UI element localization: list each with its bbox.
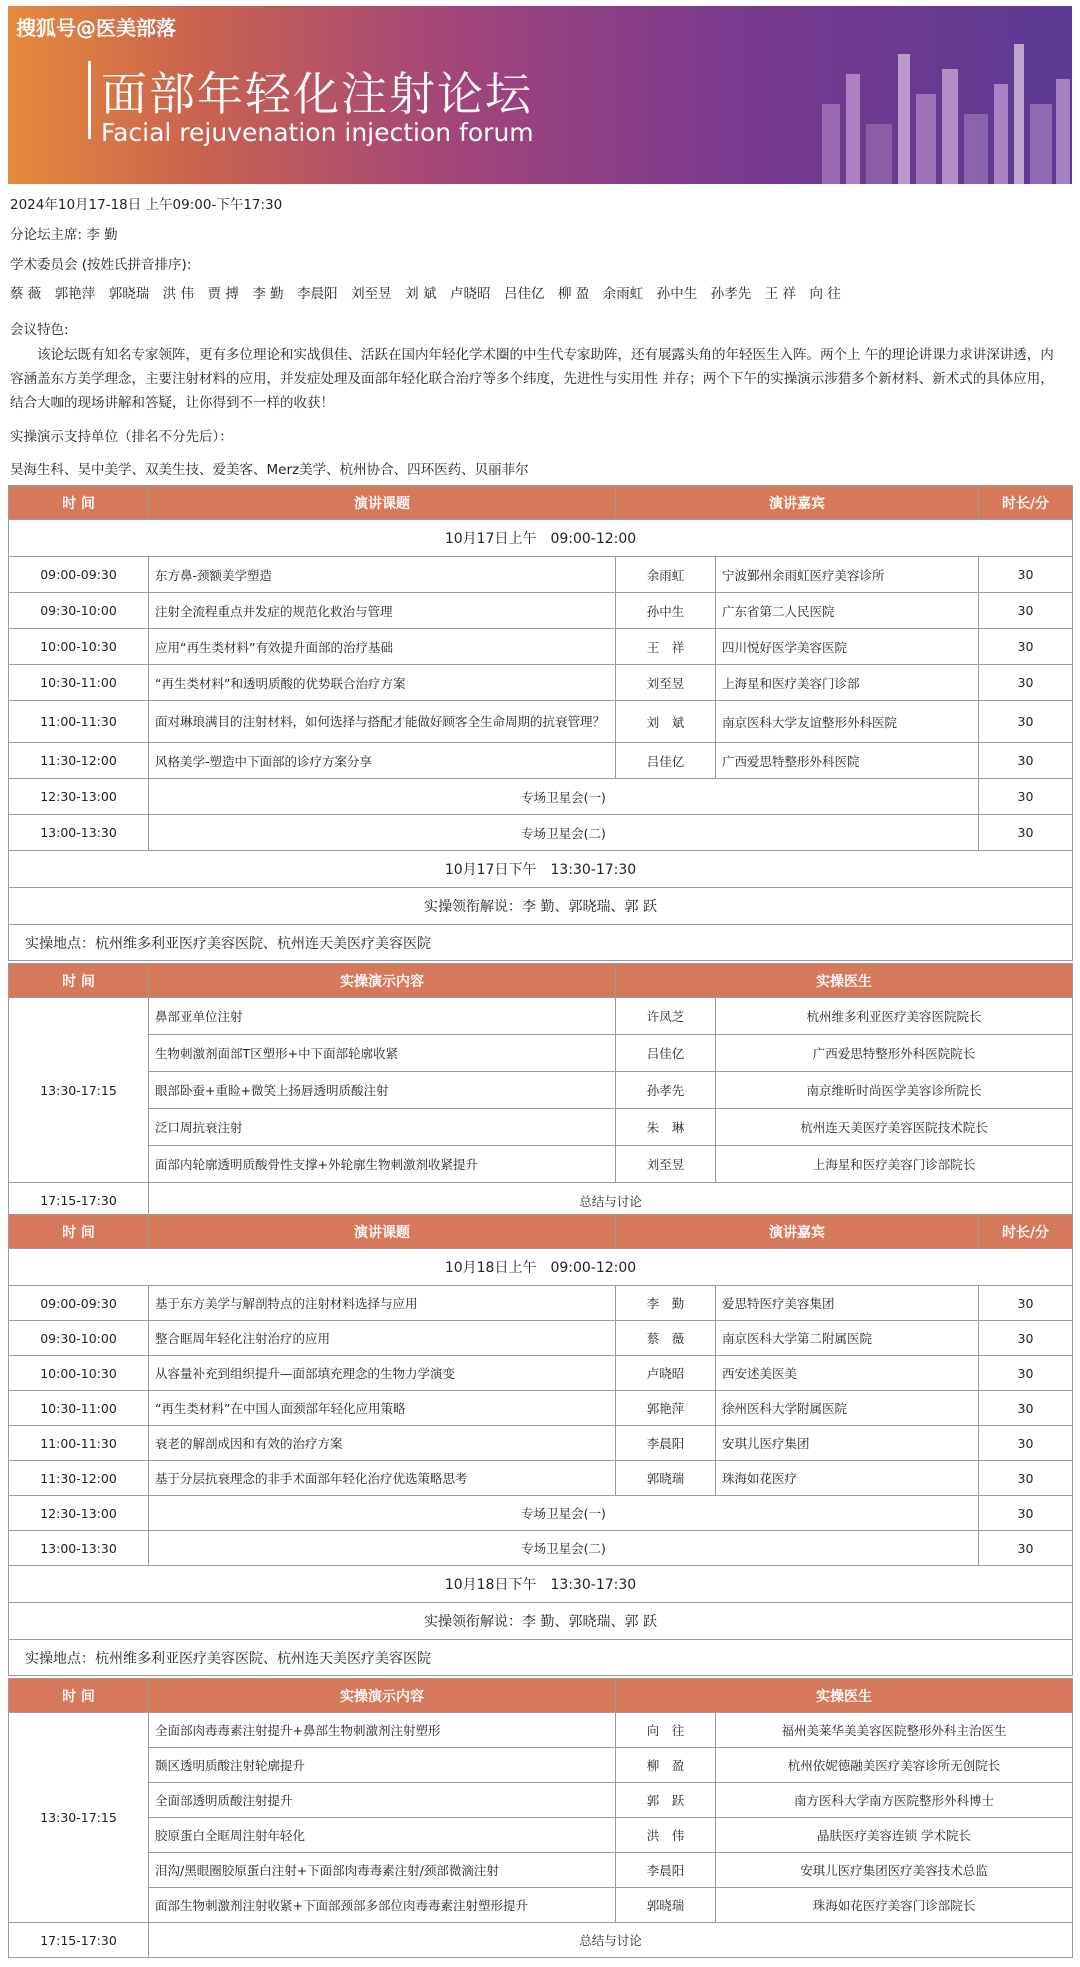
- cell-org: 广东省第二人民医院: [716, 593, 979, 629]
- cell-time: 13:00-13:30: [9, 815, 149, 851]
- header-content: 实操演示内容: [149, 1679, 616, 1713]
- cell-doctor: 洪 伟: [616, 1818, 716, 1853]
- cell-content: 面部内轮廓透明质酸骨性支撑+外轮廓生物刺激剂收紧提升: [149, 1146, 616, 1183]
- cell-session: 专场卫星会(二): [149, 815, 979, 851]
- day2-lecture-table: [8, 1214, 1073, 1676]
- table-row: [9, 1426, 1073, 1461]
- cell-topic: “再生类材料”和透明质酸的优势联合治疗方案: [149, 665, 616, 701]
- day2-demo-table: [8, 1678, 1073, 1958]
- forum-title-cn: 面部年轻化注射论坛: [101, 67, 533, 121]
- cell-topic: 从容量补充到组织提升—面部填充理念的生物力学演变: [149, 1356, 616, 1391]
- cell-org: 珠海如花医疗: [716, 1461, 979, 1496]
- cell-time: 09:30-10:00: [9, 593, 149, 629]
- forum-date: 2024年10月17-18日 上午09:00-下午17:30: [10, 197, 283, 213]
- features-label: 会议特色:: [10, 322, 69, 338]
- forum-chair: 分论坛主席: 李 勤: [10, 227, 118, 243]
- day2-venue: 实操地点：杭州维多利亚医疗美容医院、杭州连天美医疗美容医院: [9, 1640, 1073, 1676]
- cell-topic: 风格美学-塑造中下面部的诊疗方案分享: [149, 743, 616, 779]
- cell-doctor: 许凤芝: [616, 998, 716, 1035]
- cell-speaker: 余雨虹: [616, 557, 716, 593]
- table-header: [9, 1215, 1073, 1249]
- banner: [8, 6, 1072, 184]
- forum-title-en: Facial rejuvenation injection forum: [101, 118, 534, 147]
- support-units: 昊海生科、昊中美学、双美生技、爱美客、Merz美学、杭州协合、四环医药、贝丽菲尔: [10, 462, 529, 478]
- table-header: [9, 1679, 1073, 1713]
- cell-org: 南京医科大学第二附属医院: [716, 1321, 979, 1356]
- cell-time: 11:00-11:30: [9, 1426, 149, 1461]
- header-duration: 时长/分: [979, 486, 1073, 520]
- cell-org: 广西爱思特整形外科医院: [716, 743, 979, 779]
- cell-speaker: 王 祥: [616, 629, 716, 665]
- cell-time: 17:15-17:30: [9, 1923, 149, 1958]
- cell-session: 专场卫星会(一): [149, 779, 979, 815]
- table-row: [9, 1531, 1073, 1566]
- header-topic: 演讲课题: [149, 486, 616, 520]
- cell-time: 09:30-10:00: [9, 1321, 149, 1356]
- title-divider: [88, 61, 91, 139]
- cell-doctor: 柳 盈: [616, 1748, 716, 1783]
- section-row: [9, 925, 1073, 961]
- table-row: [9, 1072, 1073, 1109]
- day1-am-title: 10月17日上午 09:00-12:00: [9, 520, 1073, 557]
- header-doctor: 实操医生: [616, 1679, 1073, 1713]
- day2-leaders: 实操领衔解说：李 勤、郭晓瑞、郭 跃: [9, 1603, 1073, 1640]
- cell-doctor-title: 福州美莱华美美容医院整形外科主治医生: [716, 1713, 1073, 1748]
- cell-speaker: 郭艳萍: [616, 1391, 716, 1426]
- cell-duration: 30: [979, 629, 1073, 665]
- cell-content: 面部生物刺激剂注射收紧+下面部颈部多部位肉毒毒素注射塑形提升: [149, 1888, 616, 1923]
- cell-content: 生物刺激剂面部T区塑形+中下面部轮廓收紧: [149, 1035, 616, 1072]
- cell-time: 13:30-17:15: [9, 1713, 149, 1923]
- table-row: [9, 701, 1073, 743]
- cell-doctor-title: 上海星和医疗美容门诊部院长: [716, 1146, 1073, 1183]
- cell-doctor: 孙孝先: [616, 1072, 716, 1109]
- cell-speaker: 吕佳亿: [616, 743, 716, 779]
- cell-doctor-title: 珠海如花医疗美容门诊部院长: [716, 1888, 1073, 1923]
- cell-time: 09:00-09:30: [9, 557, 149, 593]
- cell-time: 17:15-17:30: [9, 1183, 149, 1219]
- cell-time: 13:30-17:15: [9, 998, 149, 1183]
- cell-speaker: 蔡 薇: [616, 1321, 716, 1356]
- cell-topic: 衰老的解剖成因和有效的治疗方案: [149, 1426, 616, 1461]
- cell-duration: 30: [979, 1461, 1073, 1496]
- cell-org: 爱思特医疗美容集团: [716, 1286, 979, 1321]
- day2-pm-title: 10月18日下午 13:30-17:30: [9, 1566, 1073, 1603]
- cell-summary: 总结与讨论: [149, 1923, 1073, 1958]
- cell-summary: 总结与讨论: [149, 1183, 1073, 1219]
- section-row: [9, 520, 1073, 557]
- features-text: 该论坛既有知名专家领阵，更有多位理论和实战俱佳、活跃在国内年轻化学术圈的中生代专家助阵，还有展露头角的年轻医生入阵。两个上 午的理论讲课力求讲深讲透，内容涵盖东方美学理念，主要注射材料的应用，并发症处理及面部年轻化联合治疗等多个纬度，先进性与实用性 并存；两个下午的实操演示涉猎多个新材料、新术式的具体应用，结合大咖的现场讲解和答疑，让你得到不一样的收获！: [10, 347, 1054, 411]
- cell-topic: 东方鼻-颈额美学塑造: [149, 557, 616, 593]
- table-row: [9, 1035, 1073, 1072]
- section-row: [9, 1603, 1073, 1640]
- header-time: 时 间: [9, 1679, 149, 1713]
- table-row: [9, 1818, 1073, 1853]
- table-row: [9, 1713, 1073, 1748]
- cell-time: 13:00-13:30: [9, 1531, 149, 1566]
- cell-duration: 30: [979, 701, 1073, 743]
- day1-leaders: 实操领衔解说：李 勤、郭晓瑞、郭 跃: [9, 888, 1073, 925]
- table-row: [9, 815, 1073, 851]
- cell-content: 鼻部亚单位注射: [149, 998, 616, 1035]
- table-row: [9, 557, 1073, 593]
- section-row: [9, 888, 1073, 925]
- cell-org: 上海星和医疗美容门诊部: [716, 665, 979, 701]
- header-speaker: 演讲嘉宾: [616, 486, 979, 520]
- cell-topic: 基于分层抗衰理念的非手术面部年轻化治疗优选策略思考: [149, 1461, 616, 1496]
- table-row: [9, 779, 1073, 815]
- table-row: [9, 665, 1073, 701]
- cell-doctor-title: 南方医科大学南方医院整形外科博士: [716, 1783, 1073, 1818]
- cell-org: 安琪儿医疗集团: [716, 1426, 979, 1461]
- day2-am-title: 10月18日上午 09:00-12:00: [9, 1249, 1073, 1286]
- cell-time: 12:30-13:00: [9, 1496, 149, 1531]
- cell-duration: 30: [979, 743, 1073, 779]
- table-row: [9, 629, 1073, 665]
- cell-duration: 30: [979, 1356, 1073, 1391]
- table-row: [9, 1356, 1073, 1391]
- cell-duration: 30: [979, 1286, 1073, 1321]
- header-time: 时 间: [9, 964, 149, 998]
- cell-time: 10:00-10:30: [9, 629, 149, 665]
- cell-doctor-title: 安琪儿医疗集团医疗美容技术总监: [716, 1853, 1073, 1888]
- cell-duration: 30: [979, 1496, 1073, 1531]
- cell-session: 专场卫星会(一): [149, 1496, 979, 1531]
- cell-duration: 30: [979, 665, 1073, 701]
- table-row: [9, 743, 1073, 779]
- cell-time: 11:30-12:00: [9, 743, 149, 779]
- table-header: [9, 964, 1073, 998]
- table-row: [9, 1923, 1073, 1958]
- cell-duration: 30: [979, 557, 1073, 593]
- cell-duration: 30: [979, 815, 1073, 851]
- day1-demo-table: [8, 963, 1073, 1219]
- cell-doctor-title: 杭州维多利亚医疗美容医院院长: [716, 998, 1073, 1035]
- committee-members: 蔡 薇 郭艳萍 郭晓瑞 洪 伟 贾 搏 李 勤 李晨阳 刘至昱 刘 斌 卢晓昭 吕佳亿 柳 盈 余雨虹 孙中生 孙孝先 王 祥 向 往: [10, 286, 841, 302]
- cell-content: 眼部卧蚕+重睑+微笑上扬唇透明质酸注射: [149, 1072, 616, 1109]
- day1-pm-title: 10月17日下午 13:30-17:30: [9, 851, 1073, 888]
- cell-org: 西安述美医美: [716, 1356, 979, 1391]
- cell-doctor: 郭 跃: [616, 1783, 716, 1818]
- cell-speaker: 李晨阳: [616, 1426, 716, 1461]
- cell-org: 徐州医科大学附属医院: [716, 1391, 979, 1426]
- table-row: [9, 1783, 1073, 1818]
- section-row: [9, 1249, 1073, 1286]
- header-time: 时 间: [9, 486, 149, 520]
- table-row: [9, 1321, 1073, 1356]
- cell-doctor-title: 南京维昕时尚医学美容诊所院长: [716, 1072, 1073, 1109]
- table-row: [9, 1888, 1073, 1923]
- table-row: [9, 1748, 1073, 1783]
- cell-doctor: 吕佳亿: [616, 1035, 716, 1072]
- cell-speaker: 孙中生: [616, 593, 716, 629]
- cell-time: 11:00-11:30: [9, 701, 149, 743]
- cell-topic: 注射全流程重点并发症的规范化救治与管理: [149, 593, 616, 629]
- header-duration: 时长/分: [979, 1215, 1073, 1249]
- cell-topic: 应用“再生类材料”有效提升面部的治疗基础: [149, 629, 616, 665]
- cell-time: 09:00-09:30: [9, 1286, 149, 1321]
- committee-label: 学术委员会 (按姓氏拼音排序):: [10, 257, 192, 273]
- table-row: [9, 1461, 1073, 1496]
- table-row: [9, 1853, 1073, 1888]
- table-row: [9, 998, 1073, 1035]
- section-row: [9, 1566, 1073, 1603]
- cell-doctor-title: 晶肤医疗美容连锁 学术院长: [716, 1818, 1073, 1853]
- watermark: 搜狐号@医美部落: [16, 16, 176, 40]
- header-content: 实操演示内容: [149, 964, 616, 998]
- cell-org: 宁波鄞州余雨虹医疗美容诊所: [716, 557, 979, 593]
- table-row: [9, 1109, 1073, 1146]
- section-row: [9, 1640, 1073, 1676]
- table-row: [9, 1496, 1073, 1531]
- cell-speaker: 刘 斌: [616, 701, 716, 743]
- cell-time: 10:00-10:30: [9, 1356, 149, 1391]
- cell-speaker: 刘至昱: [616, 665, 716, 701]
- header-doctor: 实操医生: [616, 964, 1073, 998]
- header-topic: 演讲课题: [149, 1215, 616, 1249]
- cell-doctor-title: 广西爱思特整形外科医院院长: [716, 1035, 1073, 1072]
- cell-speaker: 李 勤: [616, 1286, 716, 1321]
- cell-duration: 30: [979, 1391, 1073, 1426]
- cell-speaker: 郭晓瑞: [616, 1461, 716, 1496]
- cell-content: 全面部透明质酸注射提升: [149, 1783, 616, 1818]
- cell-time: 11:30-12:00: [9, 1461, 149, 1496]
- cell-time: 12:30-13:00: [9, 779, 149, 815]
- cell-speaker: 卢晓昭: [616, 1356, 716, 1391]
- table-row: [9, 1286, 1073, 1321]
- cell-content: 全面部肉毒毒素注射提升+鼻部生物刺激剂注射塑形: [149, 1713, 616, 1748]
- table-row: [9, 593, 1073, 629]
- cell-doctor-title: 杭州依妮德融美医疗美容诊所无创院长: [716, 1748, 1073, 1783]
- cell-content: 颞区透明质酸注射轮廓提升: [149, 1748, 616, 1783]
- cell-topic: 整合眶周年轻化注射治疗的应用: [149, 1321, 616, 1356]
- header-time: 时 间: [9, 1215, 149, 1249]
- cell-duration: 30: [979, 779, 1073, 815]
- day1-venue: 实操地点：杭州维多利亚医疗美容医院、杭州连天美医疗美容医院: [9, 925, 1073, 961]
- cell-doctor: 郭晓瑞: [616, 1888, 716, 1923]
- table-row: [9, 1391, 1073, 1426]
- cell-duration: 30: [979, 1531, 1073, 1566]
- header-speaker: 演讲嘉宾: [616, 1215, 979, 1249]
- cell-topic: 基于东方美学与解剖特点的注射材料选择与应用: [149, 1286, 616, 1321]
- cell-content: 泛口周抗衰注射: [149, 1109, 616, 1146]
- cell-content: 胶原蛋白全眶周注射年轻化: [149, 1818, 616, 1853]
- cell-topic: “再生类材料”在中国人面颈部年轻化应用策略: [149, 1391, 616, 1426]
- cell-content: 泪沟/黑眼圈胶原蛋白注射+下面部肉毒毒素注射/颈部微滴注射: [149, 1853, 616, 1888]
- cell-time: 10:30-11:00: [9, 665, 149, 701]
- day1-lecture-table: [8, 485, 1073, 961]
- cell-time: 10:30-11:00: [9, 1391, 149, 1426]
- cell-doctor: 朱 琳: [616, 1109, 716, 1146]
- cell-duration: 30: [979, 1321, 1073, 1356]
- cell-session: 专场卫星会(二): [149, 1531, 979, 1566]
- cell-doctor: 刘至昱: [616, 1146, 716, 1183]
- table-header: [9, 486, 1073, 520]
- cell-org: 南京医科大学友谊整形外科医院: [716, 701, 979, 743]
- cell-duration: 30: [979, 1426, 1073, 1461]
- cell-topic: 面对琳琅满目的注射材料，如何选择与搭配才能做好顾客全生命周期的抗衰管理？: [149, 701, 616, 743]
- cell-org: 四川悦好医学美容医院: [716, 629, 979, 665]
- cell-doctor-title: 杭州连天美医疗美容医院技术院长: [716, 1109, 1073, 1146]
- city-skyline-illustration: [812, 34, 1072, 184]
- table-row: [9, 1146, 1073, 1183]
- support-label: 实操演示支持单位（排名不分先后）：: [10, 429, 233, 445]
- section-row: [9, 851, 1073, 888]
- cell-doctor: 向 往: [616, 1713, 716, 1748]
- cell-doctor: 李晨阳: [616, 1853, 716, 1888]
- cell-duration: 30: [979, 593, 1073, 629]
